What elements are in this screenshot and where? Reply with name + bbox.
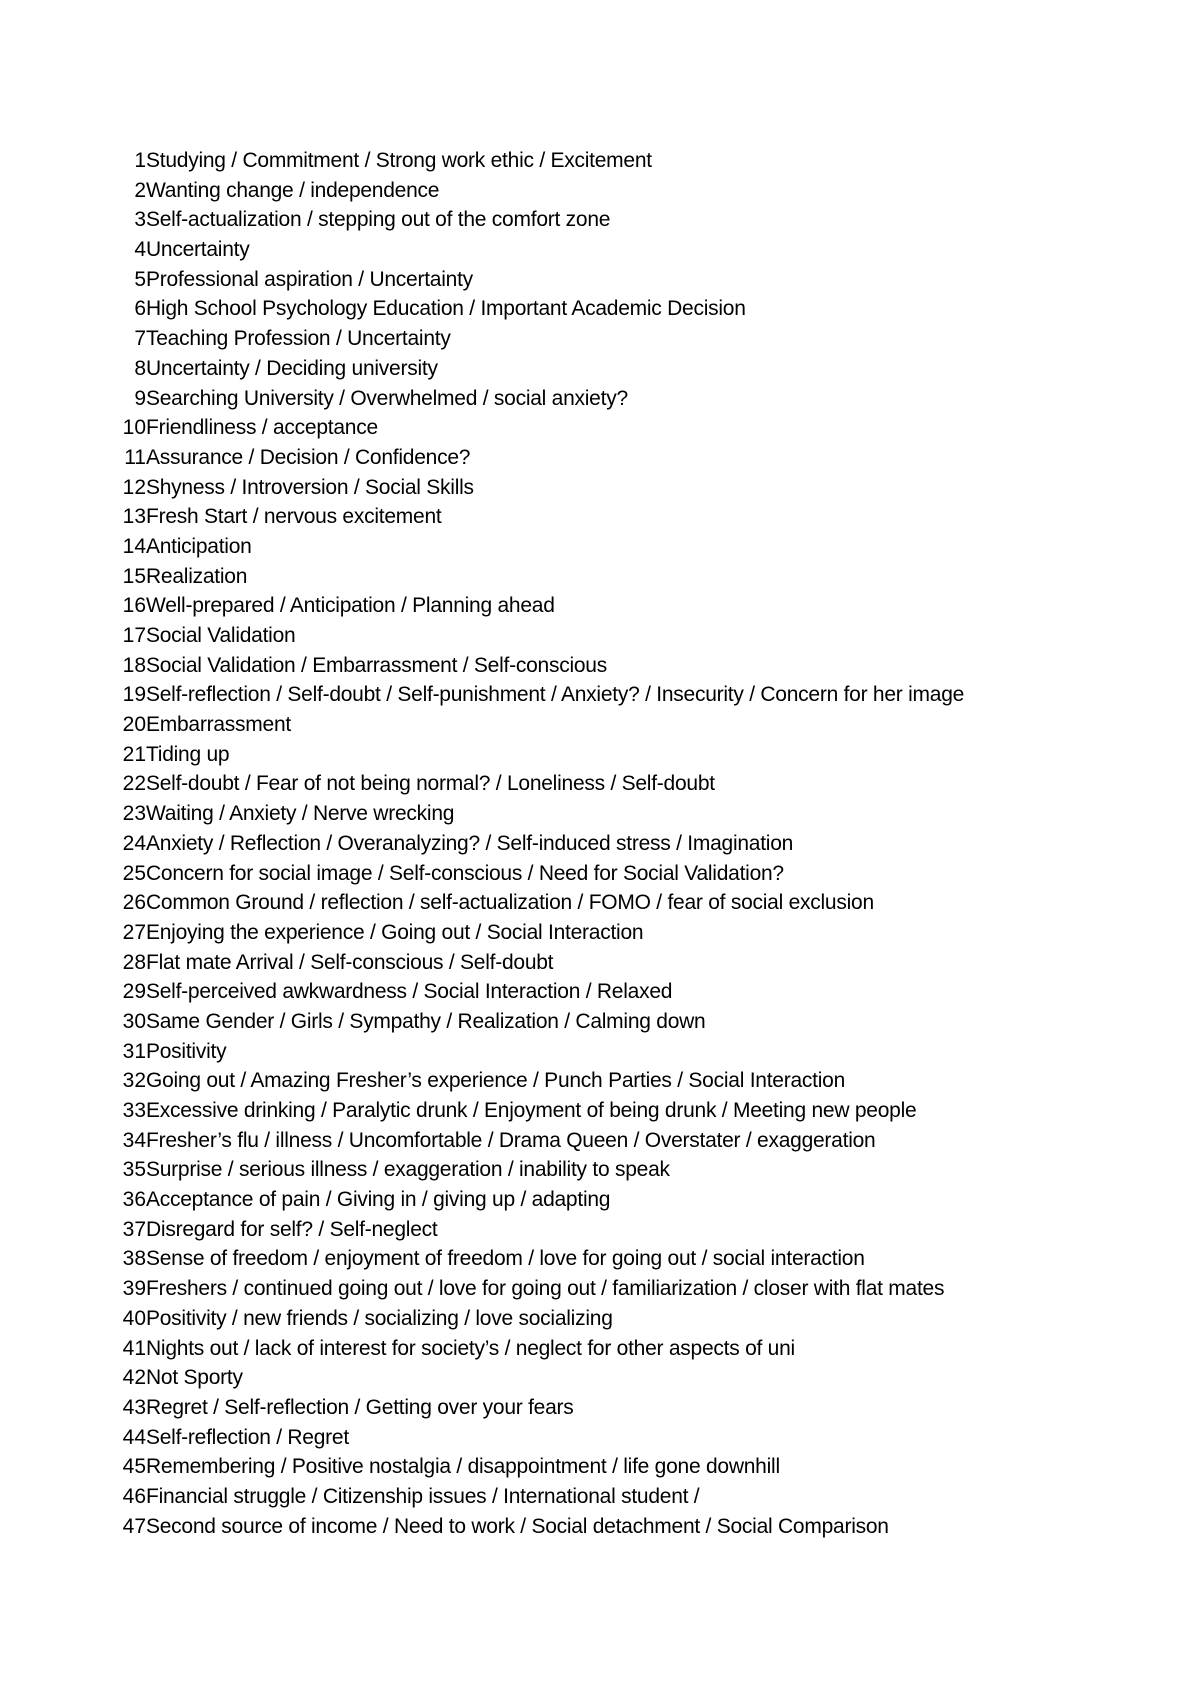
entry-line <box>118 235 1158 265</box>
entry-text: Disregard for self? / Self-neglect <box>146 1217 438 1241</box>
entry-number: 39 <box>122 1277 146 1301</box>
entry-number: 25 <box>122 861 146 885</box>
coded-entries-list <box>118 146 1158 1541</box>
entry-line <box>118 799 1158 829</box>
entry-number: 26 <box>122 891 146 915</box>
entry-line <box>118 859 1158 889</box>
entry-text: Surprise / serious illness / exaggeration / inability to speak <box>146 1158 670 1182</box>
entry-text: Self-actualization / stepping out of the comfort zone <box>146 208 611 232</box>
entry-number: 6 <box>134 297 146 321</box>
entry-line <box>118 1363 1158 1393</box>
entry-text: Acceptance of pain / Giving in / giving up / adapting <box>146 1188 611 1212</box>
entry-number: 46 <box>122 1484 146 1508</box>
entry-line <box>118 1215 1158 1245</box>
entry-number: 21 <box>122 742 146 766</box>
entry-text: Wanting change / independence <box>146 178 440 202</box>
entry-text: Self-reflection / Self-doubt / Self-punishment / Anxiety? / Insecurity / Concern for her image <box>146 683 965 707</box>
entry-line <box>118 1185 1158 1215</box>
entry-line <box>118 1244 1158 1274</box>
entry-number: 31 <box>122 1039 146 1063</box>
entry-line <box>118 473 1158 503</box>
entry-line <box>118 1037 1158 1067</box>
entry-text: Searching University / Overwhelmed / social anxiety? <box>146 386 628 410</box>
entry-line <box>118 769 1158 799</box>
entry-number: 5 <box>134 267 146 291</box>
entry-line <box>118 1482 1158 1512</box>
entry-line <box>118 1096 1158 1126</box>
entry-line <box>118 948 1158 978</box>
entry-text: Regret / Self-reflection / Getting over your fears <box>146 1395 574 1419</box>
entry-line <box>118 680 1158 710</box>
entry-number: 22 <box>122 772 146 796</box>
entry-text: Social Validation / Embarrassment / Self-conscious <box>146 653 607 677</box>
entry-text: Freshers / continued going out / love for going out / familiarization / closer with flat mates <box>146 1277 945 1301</box>
entry-line <box>118 324 1158 354</box>
entry-text: Professional aspiration / Uncertainty <box>146 267 473 291</box>
entry-number: 18 <box>122 653 146 677</box>
entry-text: Well-prepared / Anticipation / Planning ahead <box>146 594 555 618</box>
entry-number: 19 <box>122 683 146 707</box>
entry-text: Going out / Amazing Fresher’s experience / Punch Parties / Social Interaction <box>146 1069 846 1093</box>
entry-number: 20 <box>122 713 146 737</box>
entry-number: 45 <box>122 1455 146 1479</box>
entry-line <box>118 1512 1158 1542</box>
entry-text: Embarrassment <box>146 713 291 737</box>
entry-text: High School Psychology Education / Important Academic Decision <box>146 297 746 321</box>
entry-number: 13 <box>122 505 146 529</box>
entry-number: 35 <box>122 1158 146 1182</box>
entry-text: Friendliness / acceptance <box>146 416 378 440</box>
entry-line <box>118 888 1158 918</box>
entry-line <box>118 265 1158 295</box>
entry-number: 47 <box>122 1514 146 1538</box>
entry-number: 23 <box>122 802 146 826</box>
entry-line <box>118 502 1158 532</box>
entry-number: 24 <box>122 831 146 855</box>
entry-line <box>118 829 1158 859</box>
entry-line <box>118 1393 1158 1423</box>
entry-text: Teaching Profession / Uncertainty <box>146 327 451 351</box>
entry-text: Concern for social image / Self-conscious / Need for Social Validation? <box>146 861 784 885</box>
entry-number: 34 <box>122 1128 146 1152</box>
entry-text: Positivity / new friends / socializing / love socializing <box>146 1306 613 1330</box>
entry-line <box>118 1007 1158 1037</box>
entry-number: 28 <box>122 950 146 974</box>
entry-number: 38 <box>122 1247 146 1271</box>
entry-text: Uncertainty <box>146 238 250 262</box>
entry-number: 11 <box>124 445 146 469</box>
entry-text: Excessive drinking / Paralytic drunk / Enjoyment of being drunk / Meeting new people <box>146 1099 917 1122</box>
entry-number: 27 <box>122 920 146 944</box>
entry-number: 7 <box>134 327 146 351</box>
entry-number: 17 <box>122 624 146 647</box>
entry-number: 14 <box>122 534 146 558</box>
entry-number: 37 <box>122 1217 146 1241</box>
entry-text: Shyness / Introversion / Social Skills <box>146 475 474 499</box>
entry-text: Fresher’s flu / illness / Uncomfortable / Drama Queen / Overstater / exaggeration <box>146 1128 876 1152</box>
entry-line <box>118 413 1158 443</box>
entry-text: Nights out / lack of interest for society’s / neglect for other aspects of uni <box>146 1336 795 1360</box>
entry-line <box>118 1126 1158 1156</box>
entry-line <box>118 294 1158 324</box>
entry-line <box>118 710 1158 740</box>
entry-number: 32 <box>122 1069 146 1093</box>
entry-number: 40 <box>122 1306 146 1330</box>
entry-number: 16 <box>122 594 146 618</box>
entry-number: 15 <box>122 564 146 588</box>
entry-text: Uncertainty / Deciding university <box>146 356 438 380</box>
entry-line <box>118 532 1158 562</box>
entry-number: 8 <box>134 356 146 380</box>
entry-number: 1 <box>134 149 146 172</box>
entry-line <box>118 1452 1158 1482</box>
entry-text: Second source of income / Need to work / Social detachment / Social Comparison <box>146 1514 889 1538</box>
entry-line <box>118 591 1158 621</box>
entry-text: Self-reflection / Regret <box>146 1425 349 1449</box>
entry-number: 42 <box>122 1366 146 1390</box>
entry-number: 30 <box>122 1009 146 1033</box>
entry-line <box>118 562 1158 592</box>
entry-text: Self-perceived awkwardness / Social Interaction / Relaxed <box>146 980 673 1004</box>
entry-number: 12 <box>122 475 146 499</box>
entry-number: 29 <box>122 980 146 1004</box>
entry-text: Financial struggle / Citizenship issues / International student / <box>146 1484 700 1508</box>
entry-line <box>118 1423 1158 1453</box>
entry-line <box>118 205 1158 235</box>
entry-line <box>118 1066 1158 1096</box>
entry-line <box>118 1304 1158 1334</box>
entry-number: 41 <box>122 1336 146 1360</box>
entry-text: Assurance / Decision / Confidence? <box>146 445 471 469</box>
entry-text: Fresh Start / nervous excitement <box>146 505 442 529</box>
entry-line <box>118 384 1158 414</box>
entry-number: 9 <box>134 386 146 410</box>
entry-line <box>118 1334 1158 1364</box>
entry-text: Realization <box>146 564 248 588</box>
entry-line <box>118 354 1158 384</box>
entry-number: 10 <box>122 416 146 440</box>
entry-line <box>118 740 1158 770</box>
entry-line <box>118 977 1158 1007</box>
entry-line <box>118 176 1158 206</box>
entry-text: Not Sporty <box>146 1366 243 1390</box>
entry-line <box>118 146 1158 176</box>
entry-number: 36 <box>122 1188 146 1212</box>
entry-text: Same Gender / Girls / Sympathy / Realization / Calming down <box>146 1009 706 1033</box>
entry-text: Enjoying the experience / Going out / Social Interaction <box>146 920 644 944</box>
entry-text: Self-doubt / Fear of not being normal? / Loneliness / Self-doubt <box>146 772 715 796</box>
entry-text: Remembering / Positive nostalgia / disappointment / life gone downhill <box>146 1455 780 1479</box>
entry-text: Waiting / Anxiety / Nerve wrecking <box>146 802 455 826</box>
entry-number: 4 <box>134 238 146 262</box>
entry-number: 33 <box>122 1099 146 1122</box>
entry-text: Anxiety / Reflection / Overanalyzing? / Self-induced stress / Imagination <box>146 831 794 855</box>
entry-text: Social Validation <box>146 624 296 647</box>
entry-number: 2 <box>134 178 146 202</box>
entry-text: Flat mate Arrival / Self-conscious / Self-doubt <box>146 950 554 974</box>
entry-text: Common Ground / reflection / self-actualization / FOMO / fear of social exclusion <box>146 891 874 915</box>
entry-text: Sense of freedom / enjoyment of freedom / love for going out / social interaction <box>146 1247 865 1271</box>
entry-number: 3 <box>134 208 146 232</box>
entry-line <box>118 443 1158 473</box>
entry-text: Tiding up <box>146 742 230 766</box>
entry-line <box>118 1274 1158 1304</box>
entry-number: 43 <box>122 1395 146 1419</box>
entry-text: Anticipation <box>146 534 252 558</box>
entry-number: 44 <box>122 1425 146 1449</box>
entry-text: Positivity <box>146 1039 227 1063</box>
entry-line <box>118 621 1158 651</box>
entry-line <box>118 651 1158 681</box>
entry-line <box>118 1155 1158 1185</box>
entry-line <box>118 918 1158 948</box>
entry-text: Studying / Commitment / Strong work ethic / Excitement <box>146 149 652 172</box>
